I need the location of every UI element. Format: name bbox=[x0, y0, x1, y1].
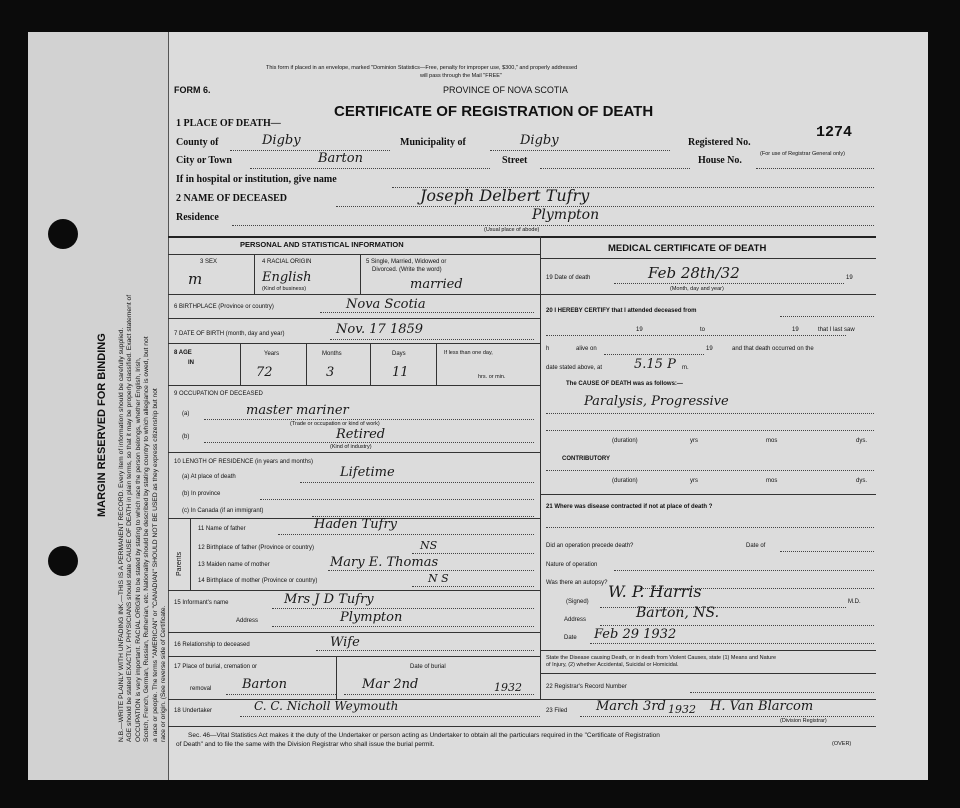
length-residence-label: 10 LENGTH OF RESIDENCE (in years and months) bbox=[174, 459, 314, 465]
age-years: 72 bbox=[256, 365, 273, 380]
fill-line bbox=[316, 650, 534, 651]
birthplace-label: 6 BIRTHPLACE (Province or country) bbox=[174, 304, 274, 310]
kind-business-note: (Kind of business) bbox=[262, 286, 307, 292]
fill-line bbox=[320, 312, 534, 313]
fill-line bbox=[604, 354, 704, 355]
postal-notice-line-2: will pass through the Mail "FREE" bbox=[420, 73, 502, 79]
burial-year: 1932 bbox=[494, 681, 522, 694]
parents-label: Parents bbox=[176, 551, 183, 576]
registered-number: 1274 bbox=[816, 124, 853, 141]
occupation-a-marker: (a) bbox=[182, 411, 190, 417]
industry-note: (Kind of industry) bbox=[330, 444, 372, 450]
place-of-death-heading: 1 PLACE OF DEATH— bbox=[176, 118, 281, 129]
certificate-title: CERTIFICATE OF REGISTRATION OF DEATH bbox=[334, 103, 654, 120]
registered-note: (For use of Registrar General only) bbox=[760, 151, 845, 157]
certify-last-saw: that I last saw bbox=[818, 327, 855, 333]
residence-value: Plympton bbox=[532, 207, 600, 223]
row-line bbox=[168, 632, 540, 633]
fill-line bbox=[546, 527, 874, 528]
filed-year: 1932 bbox=[668, 703, 696, 716]
informant-address-value: Plympton bbox=[340, 610, 403, 625]
mother-name-label: 13 Maiden name of mother bbox=[198, 562, 270, 568]
personal-info-header: PERSONAL AND STATISTICAL INFORMATION bbox=[240, 240, 404, 249]
q22-label: 22 Registrar's Record Number bbox=[546, 684, 627, 690]
certify-to: to bbox=[700, 327, 706, 333]
postal-notice-line-1: This form if placed in an envelope, marked "Dominion Statistics—Free, penalty for improper use, $300," and properly addressed bbox=[266, 65, 578, 71]
sex-label: 3 SEX bbox=[200, 259, 218, 265]
mother-name-value: Mary E. Thomas bbox=[330, 555, 439, 570]
row-line bbox=[168, 656, 540, 657]
form-number: FORM 6. bbox=[174, 85, 211, 95]
certify-death-occurred: and that death occurred on the bbox=[732, 346, 814, 352]
row-line bbox=[540, 650, 876, 651]
row-line bbox=[540, 258, 876, 259]
occupation-note: (Trade or occupation or kind of work) bbox=[290, 421, 380, 427]
residence-note: (Usual place of abode) bbox=[484, 227, 540, 233]
at-place-label: (a) At place of death bbox=[182, 474, 236, 480]
hrs-min-label: hrs. or min. bbox=[478, 374, 506, 380]
fill-line bbox=[546, 430, 874, 431]
fill-line bbox=[272, 608, 534, 609]
row-line bbox=[168, 343, 540, 344]
row-line bbox=[168, 254, 540, 255]
time-m: m. bbox=[682, 365, 689, 371]
in-canada-label: (c) In Canada (if an immigrant) bbox=[182, 508, 264, 514]
occupation-b-marker: (b) bbox=[182, 434, 190, 440]
medical-address-value: Barton, NS. bbox=[636, 605, 720, 621]
racial-origin-label: 4 RACIAL ORIGIN bbox=[262, 259, 312, 265]
marital-label-2: Divorced. (Write the word) bbox=[372, 267, 442, 273]
row-line bbox=[168, 385, 540, 386]
cell-line bbox=[254, 254, 255, 294]
fill-line bbox=[226, 694, 336, 695]
father-name-label: 11 Name of father bbox=[198, 526, 246, 532]
fill-line bbox=[690, 692, 874, 693]
father-name-value: Haden Tufry bbox=[314, 517, 398, 532]
row-line bbox=[168, 294, 540, 295]
deceased-name-line bbox=[336, 206, 874, 207]
fill-line bbox=[600, 625, 874, 626]
sex-value: m bbox=[188, 270, 203, 288]
city-line bbox=[250, 168, 490, 169]
row-line bbox=[540, 673, 876, 674]
street-label: Street bbox=[502, 155, 528, 166]
fill-line bbox=[614, 570, 874, 571]
date-of-death-note: (Month, day and year) bbox=[670, 286, 724, 292]
age-label-2: IN bbox=[188, 360, 194, 366]
medical-note-2: of Injury, (2) whether Accidental, Suicidal or Homicidal. bbox=[546, 662, 679, 668]
fill-line bbox=[546, 470, 874, 471]
house-no-label: House No. bbox=[698, 155, 742, 166]
fill-line bbox=[412, 586, 534, 587]
registrar-signature: H. Van Blarcom bbox=[710, 699, 814, 714]
burial-place-value: Barton bbox=[242, 677, 287, 692]
fill-line bbox=[272, 626, 534, 627]
mother-birthplace-label: 14 Birthplace of mother (Province or country) bbox=[198, 578, 318, 584]
racial-origin-value: English bbox=[262, 270, 312, 285]
years-label: Years bbox=[264, 351, 280, 357]
municipality-value: Digby bbox=[520, 133, 559, 148]
operation-date-label: Date of bbox=[746, 543, 766, 549]
column-divider bbox=[540, 236, 541, 699]
county-label: County of bbox=[176, 137, 219, 148]
months-label: Months bbox=[322, 351, 342, 357]
punch-hole bbox=[48, 546, 78, 576]
cell-line bbox=[190, 518, 191, 590]
fill-line bbox=[580, 716, 874, 717]
father-birthplace-value: NS bbox=[420, 539, 438, 552]
informant-address-label: Address bbox=[236, 618, 259, 624]
certify-h: h bbox=[546, 346, 550, 352]
in-province-label: (b) In province bbox=[182, 491, 221, 497]
birthplace-value: Nova Scotia bbox=[346, 297, 426, 312]
county-value: Digby bbox=[262, 133, 301, 148]
certify-alive-on: alive on bbox=[576, 346, 597, 352]
certify-19-c: 19 bbox=[706, 346, 713, 352]
father-birthplace-label: 12 Birthplace of father (Province or country) bbox=[198, 545, 315, 551]
fill-line bbox=[278, 534, 534, 535]
division-registrar-note: (Division Registrar) bbox=[780, 718, 827, 724]
time-value: 5.15 P bbox=[634, 357, 676, 372]
days-label: Days bbox=[392, 351, 406, 357]
cell-line bbox=[336, 656, 337, 699]
certify-label: 20 I HEREBY CERTIFY that I attended deceased from bbox=[546, 308, 697, 314]
duration-1: (duration) bbox=[612, 438, 638, 444]
cell-line bbox=[436, 343, 437, 385]
section-divider bbox=[168, 236, 876, 238]
deceased-name-value: Joseph Delbert Tufry bbox=[420, 186, 590, 205]
date-of-death-value: Feb 28th/32 bbox=[648, 264, 740, 282]
cell-line bbox=[360, 254, 361, 294]
binding-margin-label: MARGIN RESERVED FOR BINDING bbox=[96, 333, 108, 517]
occupation-value: master mariner bbox=[246, 403, 349, 418]
medical-date-label: Date bbox=[564, 635, 577, 641]
medical-date-value: Feb 29 1932 bbox=[594, 627, 677, 642]
duration-2: (duration) bbox=[612, 478, 638, 484]
filed-date-value: March 3rd bbox=[596, 699, 666, 714]
dob-label: 7 DATE OF BIRTH (month, day and year) bbox=[174, 331, 285, 337]
hospital-label: If in hospital or institution, give name bbox=[176, 174, 337, 185]
relationship-value: Wife bbox=[330, 635, 360, 650]
row-line bbox=[168, 590, 540, 591]
undertaker-value: C. C. Nicholl Weymouth bbox=[254, 699, 399, 713]
nature-label: Nature of operation bbox=[546, 562, 598, 568]
dys-1: dys. bbox=[856, 438, 868, 444]
fill-line bbox=[300, 482, 534, 483]
at-place-value: Lifetime bbox=[340, 465, 395, 480]
mos-2: mos bbox=[766, 478, 778, 484]
age-label-1: 8 AGE bbox=[174, 350, 192, 356]
autopsy-label: Was there an autopsy? bbox=[546, 580, 608, 586]
cell-line bbox=[306, 343, 307, 385]
less-than-day-label: If less than one day, bbox=[444, 350, 493, 356]
marital-label-1: 5 Single, Married, Widowed or bbox=[366, 259, 447, 265]
date-of-death-label: 19 Date of death bbox=[546, 275, 591, 281]
punch-hole bbox=[48, 219, 78, 249]
certify-19-a: 19 bbox=[636, 327, 643, 333]
cause-value: Paralysis, Progressive bbox=[584, 394, 729, 409]
city-label: City or Town bbox=[176, 155, 232, 166]
fill-line bbox=[780, 316, 874, 317]
fill-line bbox=[780, 551, 874, 552]
dys-2: dys. bbox=[856, 478, 868, 484]
city-value: Barton bbox=[318, 151, 363, 166]
residence-label: Residence bbox=[176, 212, 219, 223]
registered-no-label: Registered No. bbox=[688, 137, 751, 148]
cause-label: The CAUSE OF DEATH was as follows:— bbox=[566, 381, 683, 387]
margin-instructions: N.B.—WRITE PLAINLY WITH UNFADING INK.—THIS IS A PERMANENT RECORD. Every item of information should be carefully supplied. AGE should be stated EXACTLY. PHYSICIANS should state CAUSE OF DEATH in plain terms, so that it may be properly classified. Exact statement of OCCUPATION is very important. RACIAL ORIGIN to be stated by stating to which race the person belongs, whether English, Irish, Scotch, French, German, Russian, Ruthenian, etc. Nationality should be described by stating country to which allegiance is owed, but not a race or people. The terms "AMERICAN" or "CANADIAN" SHOULD NOT BE USED as they express citizenship but not race or origin. (See reverse side of Certificate. bbox=[118, 294, 168, 742]
age-months: 3 bbox=[326, 365, 335, 380]
fill-line bbox=[330, 339, 534, 340]
medical-address-label: Address bbox=[564, 617, 587, 623]
fill-line bbox=[614, 283, 844, 284]
mother-birthplace-value: N S bbox=[428, 572, 449, 585]
burial-label-2: removal bbox=[190, 686, 212, 692]
row-line bbox=[540, 494, 876, 495]
province-heading: PROVINCE OF NOVA SCOTIA bbox=[443, 85, 568, 95]
dob-value: Nov. 17 1859 bbox=[336, 322, 424, 337]
informant-value: Mrs J D Tufry bbox=[284, 592, 374, 607]
operation-label: Did an operation precede death? bbox=[546, 543, 634, 549]
row-line bbox=[168, 318, 540, 319]
physician-signature: W. P. Harris bbox=[608, 582, 702, 601]
footer-line-2: of Death" and to file the same with the Division Registrar who shall issue the burial permit. bbox=[176, 741, 435, 748]
occupation-label: 9 OCCUPATION OF DECEASED bbox=[174, 391, 263, 397]
medical-note-1: State the Disease causing Death, or in death from Violent Causes, state (1) Means and Nature bbox=[546, 655, 777, 661]
deceased-name-label: 2 NAME OF DECEASED bbox=[176, 193, 288, 204]
footer-line-1: Sec. 46—Vital Statistics Act makes it the duty of the Undertaker or person acting as Undertaker to obtain all the particulars required in the "Certificate of Registration bbox=[188, 732, 660, 739]
residence-line bbox=[232, 225, 874, 226]
industry-value: Retired bbox=[336, 427, 386, 442]
over-label: (OVER) bbox=[832, 741, 852, 747]
municipality-line bbox=[490, 150, 670, 151]
fill-line bbox=[590, 643, 874, 644]
fill-line bbox=[204, 442, 534, 443]
row-line bbox=[540, 294, 876, 295]
md-label: M.D. bbox=[848, 599, 861, 605]
mos-1: mos bbox=[766, 438, 778, 444]
time-label: date stated above, at bbox=[546, 365, 603, 371]
fill-line bbox=[204, 419, 534, 420]
cell-line bbox=[240, 343, 241, 385]
informant-label: 15 Informant's name bbox=[174, 600, 229, 606]
house-line bbox=[756, 168, 874, 169]
fill-line bbox=[260, 499, 534, 500]
municipality-label: Municipality of bbox=[400, 137, 466, 148]
yrs-1: yrs bbox=[690, 438, 698, 444]
cell-line bbox=[370, 343, 371, 385]
fill-line bbox=[546, 335, 846, 336]
q23-label: 23 Filed bbox=[546, 708, 568, 714]
undertaker-label: 18 Undertaker bbox=[174, 708, 213, 714]
certify-19-b: 19 bbox=[792, 327, 799, 333]
county-line bbox=[230, 150, 390, 151]
yrs-2: yrs bbox=[690, 478, 698, 484]
fill-line bbox=[412, 553, 534, 554]
fill-line bbox=[344, 694, 534, 695]
row-line bbox=[168, 726, 876, 727]
fill-line bbox=[328, 570, 534, 571]
q21-label: 21 Where was disease contracted if not at place of death ? bbox=[546, 504, 713, 510]
street-line bbox=[540, 168, 690, 169]
medical-header: MEDICAL CERTIFICATE OF DEATH bbox=[608, 243, 767, 254]
row-line bbox=[168, 452, 540, 453]
burial-date-value: Mar 2nd bbox=[362, 677, 419, 692]
fill-line bbox=[240, 716, 540, 717]
signed-label: (Signed) bbox=[566, 599, 589, 605]
burial-date-label: Date of burial bbox=[410, 664, 446, 670]
relationship-label: 16 Relationship to deceased bbox=[174, 642, 250, 648]
date-of-death-year: 19 bbox=[846, 275, 853, 281]
fill-line bbox=[546, 413, 874, 414]
contributory-label: CONTRIBUTORY bbox=[562, 456, 610, 462]
marital-value: married bbox=[410, 277, 463, 292]
age-days: 11 bbox=[392, 365, 409, 380]
burial-label-1: 17 Place of burial, cremation or bbox=[174, 664, 258, 670]
